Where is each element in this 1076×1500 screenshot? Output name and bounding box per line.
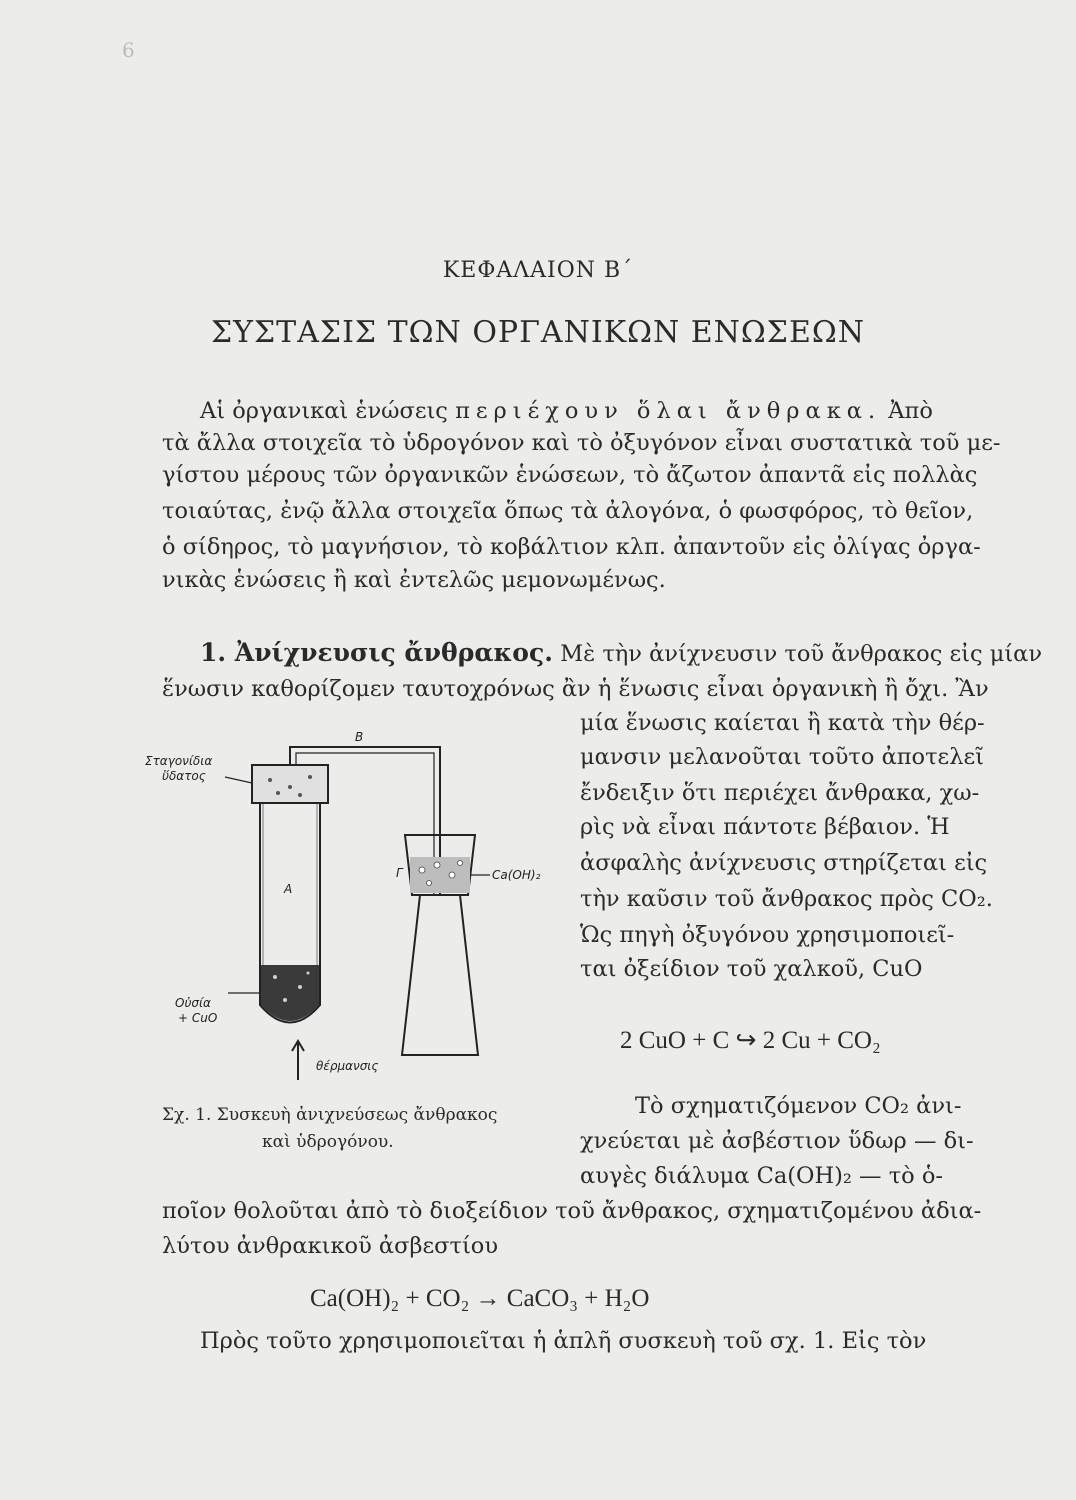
- sample-mass: [261, 965, 319, 1021]
- section-1-line-4: μανσιν μελανοῦται τοῦτο ἀποτελεῖ: [580, 744, 984, 770]
- label-caoh: Ca(OH)₂: [492, 868, 541, 882]
- section-1-line-12: χνεύεται μὲ ἀσβέστιον ὕδωρ — δι-: [580, 1128, 974, 1154]
- equation-2: Ca(OH)₂ + CO₂ → CaCO₃ + H₂O: [310, 1285, 650, 1312]
- section-1-line-11: Τὸ σχηματιζόμενον CO₂ ἀνι-: [635, 1093, 962, 1119]
- label-g: Γ: [396, 866, 403, 880]
- intro-text-start: Αἱ ὀργανικαὶ ἑνώσεις: [200, 398, 448, 424]
- section-1-line-13: αυγὲς διάλυμα Ca(OH)₂ — τὸ ὁ-: [580, 1163, 943, 1189]
- section-1-line-2: ἕνωσιν καθορίζομεν ταυτοχρόνως ἂν ἡ ἕνωσις εἶναι ὀργανικὴ ἢ ὄχι. Ἂν: [162, 676, 989, 702]
- label-sample: Οὐσία: [175, 996, 211, 1010]
- intro-line-6: νικὰς ἑνώσεις ἢ καὶ ἐντελῶς μεμονωμένως.: [162, 567, 666, 593]
- page-title: ΣΥΣΤΑΣΙΣ ΤΩΝ ΟΡΓΑΝΙΚΩΝ ΕΝΩΣΕΩΝ: [210, 315, 866, 350]
- label-heat: θέρμανσις: [316, 1059, 379, 1073]
- label-b: Β: [355, 730, 364, 744]
- figure-caption-1: Σχ. 1. Συσκευὴ ἀνιχνεύσεως ἄνθρακος: [162, 1105, 498, 1125]
- intro-line-3: γίστου μέρους τῶν ὀργανικῶν ἑνώσεων, τὸ ἄζωτον ἀπαντᾶ εἰς πολλὰς: [162, 462, 978, 488]
- heat-arrow: [292, 1041, 304, 1080]
- stopper: [252, 765, 328, 803]
- equation-1: 2 CuO + C ↪ 2 Cu + CO₂: [620, 1027, 881, 1054]
- section-1-line-1: [200, 640, 1042, 666]
- section-1-line-16: Πρὸς τοῦτο χρησιμοποιεῖται ἡ ἁπλῆ συσκευὴ τοῦ σχ. 1. Εἰς τὸν: [200, 1328, 927, 1354]
- chapter-heading: ΚΕΦΑΛΑΙΟΝ Β΄: [442, 258, 634, 283]
- intro-line-1: [200, 400, 933, 423]
- intro-text-emphasis: περιέχουν ὅλαι ἄνθρακα.: [455, 398, 882, 424]
- intro-text-end: Ἀπὸ: [888, 398, 933, 424]
- section-1-line-9: Ὡς πηγὴ ὀξυγόνου χρησιμοποιεῖ-: [580, 922, 955, 948]
- label-a: Α: [284, 882, 293, 896]
- apparatus-figure: [140, 725, 590, 1080]
- beaker-stand: [402, 895, 478, 1055]
- section-1-line-1-text: Μὲ τὴν ἀνίχνευσιν τοῦ ἄνθρακος εἰς μίαν: [560, 641, 1043, 667]
- section-1-heading: 1. Ἀνίχνευσις ἄνθρακος.: [200, 638, 553, 667]
- label-drops-2: ὕδατος: [162, 769, 206, 783]
- label-drops: Σταγονίδια: [145, 754, 213, 768]
- page-number: 6: [122, 38, 135, 62]
- section-1-line-8: τὴν καῦσιν τοῦ ἄνθρακος πρὸς CO₂.: [580, 886, 993, 912]
- section-1-line-6: ρὶς νὰ εἶναι πάντοτε βέβαιον. Ἡ: [580, 814, 950, 840]
- section-1-line-14: ποῖον θολοῦται ἀπὸ τὸ διοξείδιον τοῦ ἄνθρακος, σχηματιζομένου ἀδια-: [162, 1198, 982, 1224]
- figure-caption-2: καὶ ὑδρογόνου.: [262, 1132, 394, 1152]
- section-1-line-15: λύτου ἀνθρακικοῦ ἀσβεστίου: [162, 1233, 498, 1259]
- intro-line-2: τὰ ἄλλα στοιχεῖα τὸ ὑδρογόνον καὶ τὸ ὀξυγόνον εἶναι συστατικὰ τοῦ με-: [162, 430, 1001, 456]
- section-1-line-10: ται ὀξείδιον τοῦ χαλκοῦ, CuO: [580, 956, 923, 982]
- drops-pointer: [225, 777, 252, 783]
- section-1-line-3: μία ἕνωσις καίεται ἢ κατὰ τὴν θέρ-: [580, 710, 985, 736]
- intro-line-5: ὁ σίδηρος, τὸ μαγνήσιον, τὸ κοβάλτιον κλπ. ἀπαντοῦν εἰς ὀλίγας ὀργα-: [162, 534, 981, 560]
- section-1-line-7: ἀσφαλὴς ἀνίχνευσις στηρίζεται εἰς: [580, 850, 988, 876]
- section-1-line-5: ἔνδειξιν ὅτι περιέχει ἄνθρακα, χω-: [580, 780, 980, 806]
- intro-line-4: τοιαύτας, ἐνῷ ἄλλα στοιχεῖα ὅπως τὰ ἀλογόνα, ὁ φωσφόρος, τὸ θεῖον,: [162, 498, 974, 524]
- label-sample-2: + CuO: [178, 1011, 218, 1025]
